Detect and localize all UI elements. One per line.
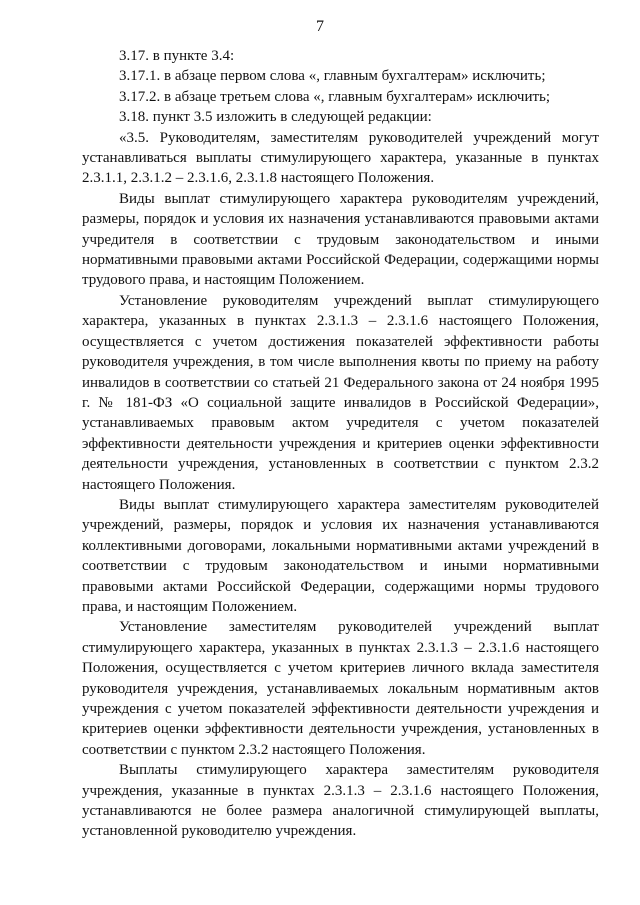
list-item: 3.17.2. в абзаце третьем слова «, главным бухгалтерам» исключить; bbox=[119, 88, 551, 105]
list-item: 3.17.1. в абзаце первом слова «, главным бухгалтерам» исключить; bbox=[119, 68, 546, 85]
list-item: 3.18. пункт 3.5 изложить в следующей редакции: bbox=[119, 109, 432, 126]
paragraph: Виды выплат стимулирующего характера заместителям руководителей учреждений, размеры, порядок и условия их назначения устанавливаются коллективными договорами, локальными нормативными актами учреждений в соответствии с трудовым законодательством и иными нормативными правовыми актами Российской Федерации, содержащими нормы трудового права, и настоящим Положением. bbox=[82, 496, 599, 615]
paragraph: Выплаты стимулирующего характера заместителям руководителя учреждения, указанные в пунктах 2.3.1.3 – 2.3.1.6 настоящего Положения, устанавливаются не более размера аналогичной стимулирующей выплаты, установленной руководителю учреждения. bbox=[82, 762, 599, 840]
page-number: 7 bbox=[316, 18, 324, 35]
paragraph: Виды выплат стимулирующего характера руководителям учреждений, размеры, порядок и условия их назначения устанавливаются правовыми актами учредителя в соответствии с трудовым законодательством и иными нормативными правовыми актами Российской Федерации, содержащими нормы трудового права, и настоящим Положением. bbox=[82, 190, 599, 289]
paragraph: Установление руководителям учреждений выплат стимулирующего характера, указанных в пунктах 2.3.1.3 – 2.3.1.6 настоящего Положения, осуществляется с учетом достижения показателей эффективности работы руководителя учреждения, в том числе выполнения квоты по приему на работу инвалидов в соответствии со статьей 21 Федерального закона от 24 ноября 1995 г. № 181-ФЗ «О социальной защите инвалидов в Российской Федерации», устанавливаемых правовым актом учредителя с учетом показателей эффективности деятельности учреждения и критериев оценки эффективности деятельности учреждения, установленных в соответствии с пунктом 2.3.2 настоящего Положения. bbox=[82, 292, 599, 493]
paragraph: Установление заместителям руководителей учреждений выплат стимулирующего характера, указанных в пунктах 2.3.1.3 – 2.3.1.6 настоящего Положения, осуществляется с учетом критериев личного вклада заместителя руководителя учреждения, устанавливаемых локальным нормативным актов учреждения с учетом показателей эффективности деятельности учреждения и критериев оценки эффективности деятельности учреждения, установленных в соответствии с пунктом 2.3.2 настоящего Положения. bbox=[82, 619, 599, 758]
document-body bbox=[82, 46, 599, 842]
list-item: 3.17. в пункте 3.4: bbox=[119, 48, 235, 64]
paragraph-3-5: «3.5. Руководителям, заместителям руководителей учреждений могут устанавливаться выплаты стимулирующего характера, указанные в пунктах 2.3.1.1, 2.3.1.2 – 2.3.1.6, 2.3.1.8 настоящего Положения. bbox=[82, 129, 599, 187]
